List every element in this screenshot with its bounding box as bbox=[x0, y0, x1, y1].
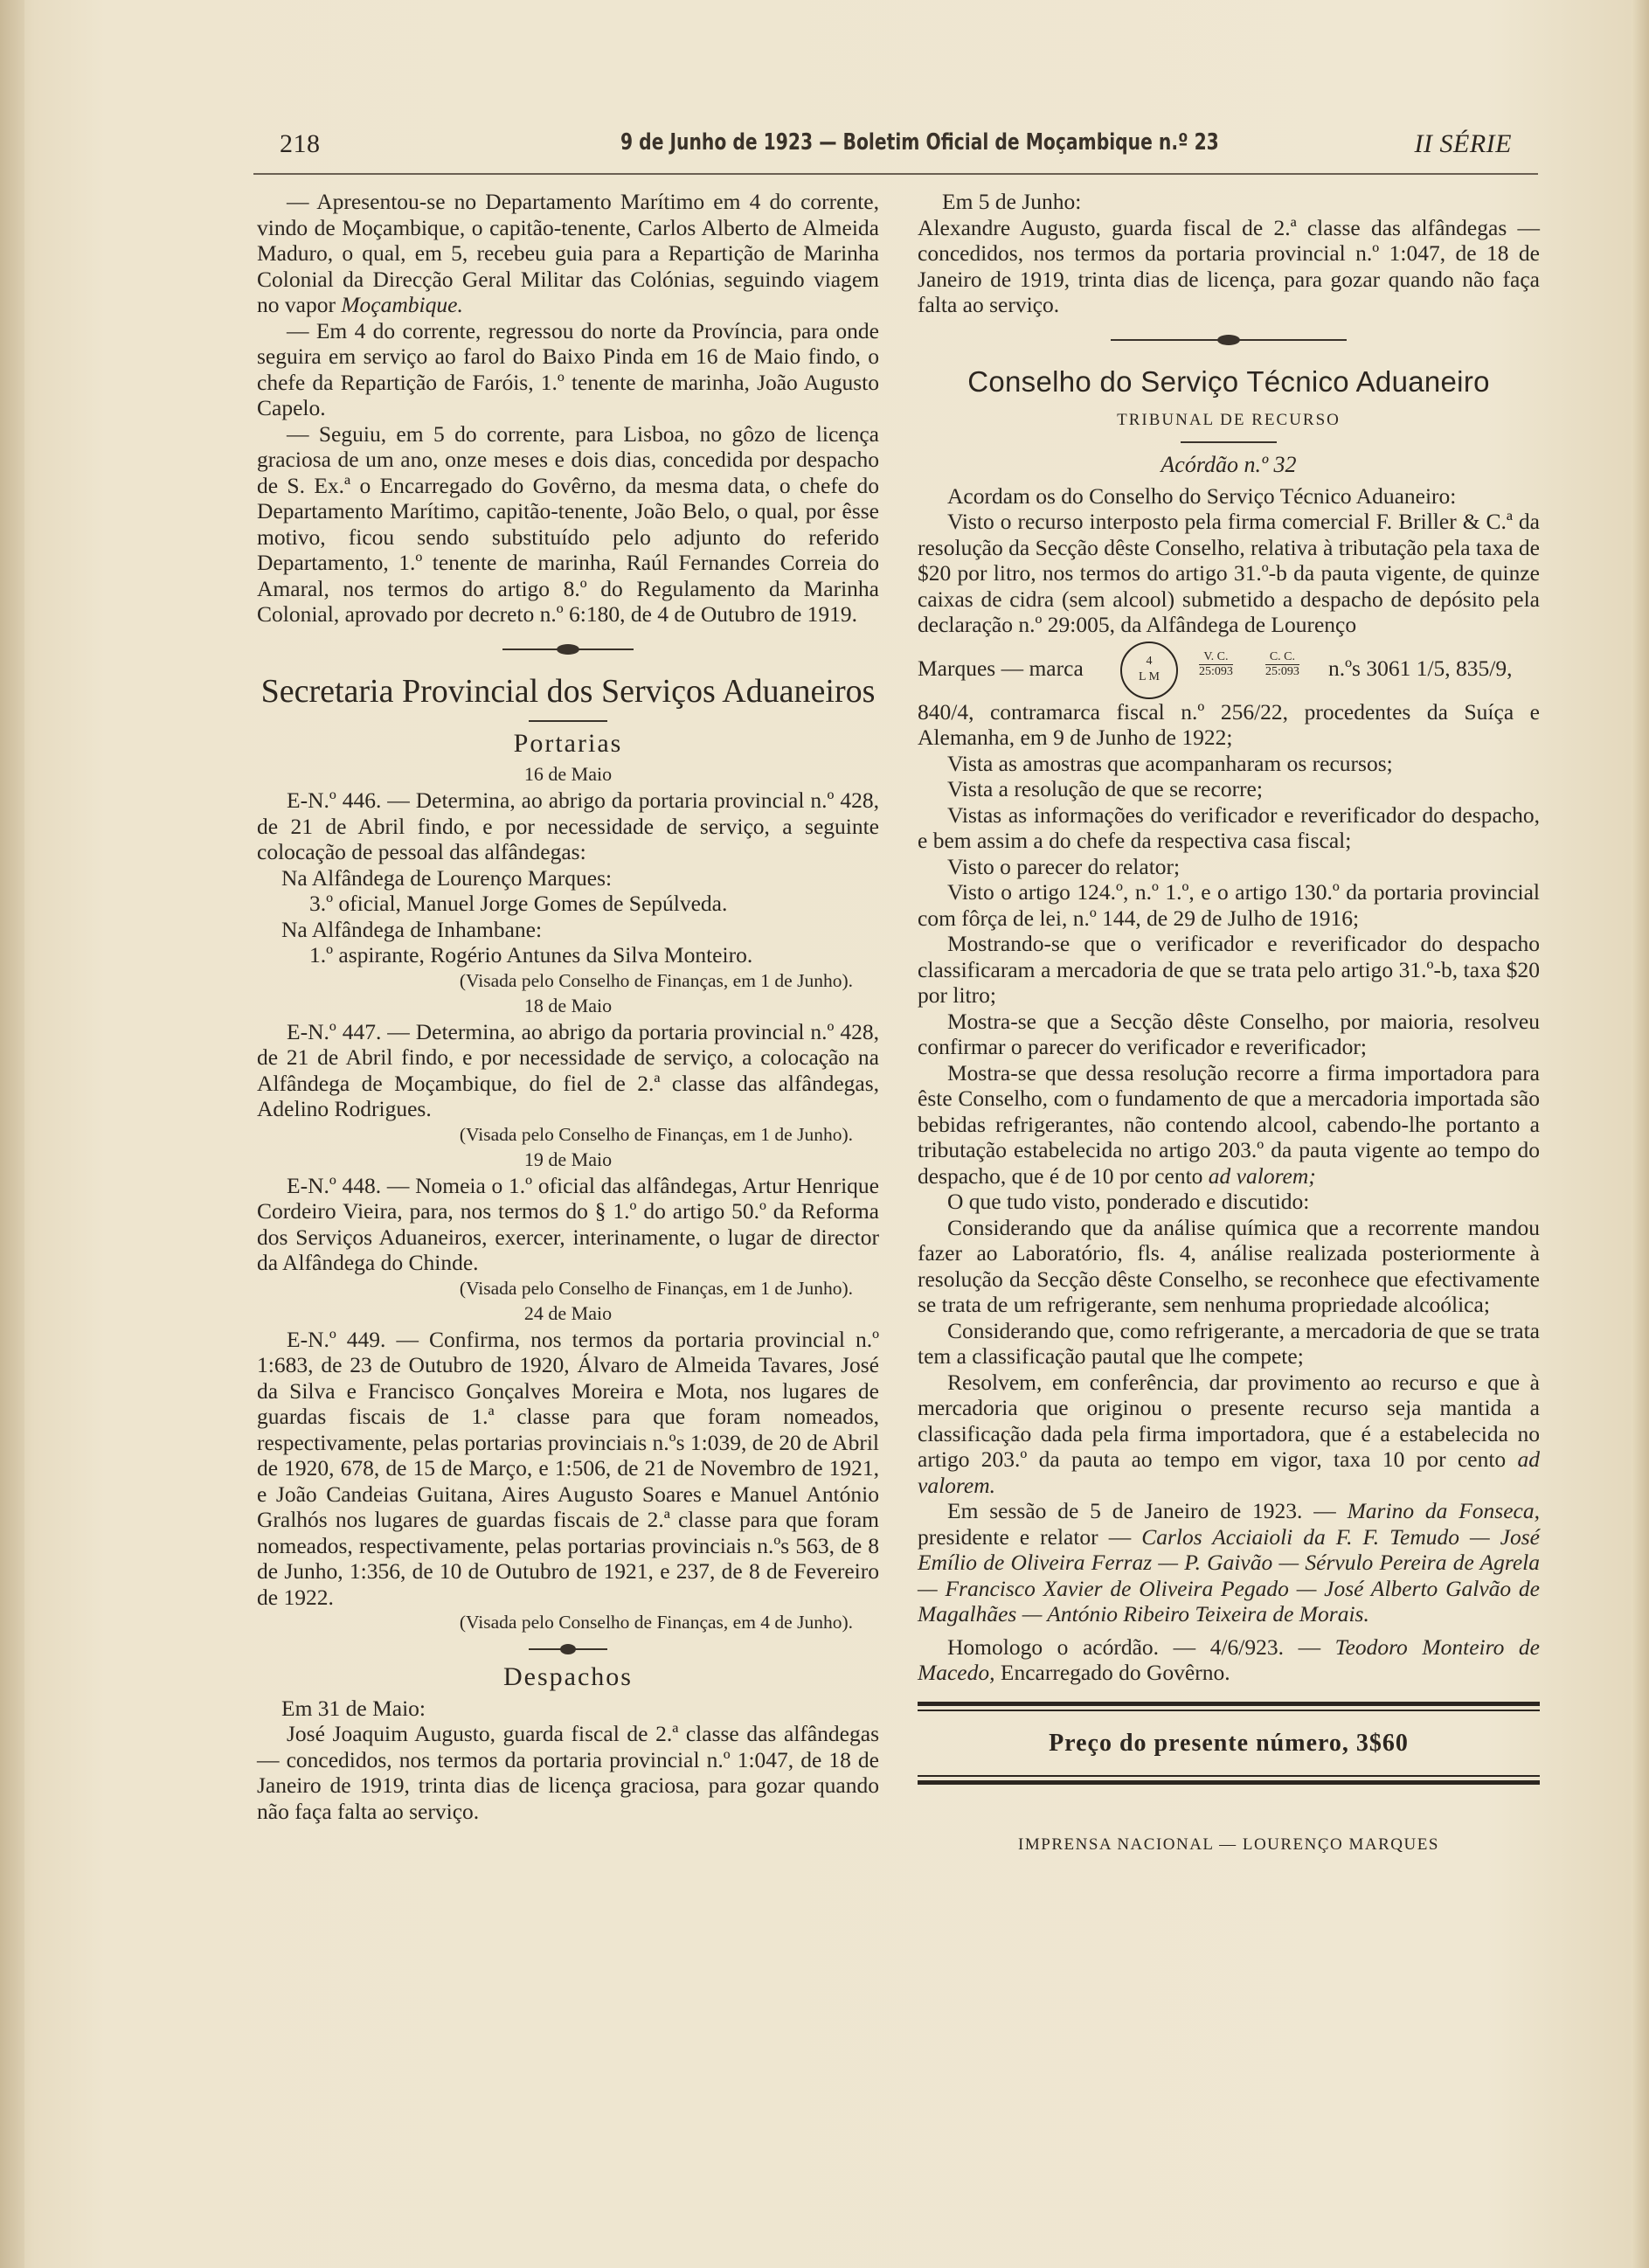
governor-name: Teodoro Monteiro de Macedo, bbox=[918, 1633, 1540, 1685]
ship-name: Moçambique. bbox=[341, 292, 463, 317]
short-rule bbox=[1181, 441, 1277, 443]
despacho-date: Em 31 de Maio: bbox=[281, 1695, 426, 1721]
notice-paragraph: — Seguiu, em 5 do corrente, para Lisboa, no gôzo de licença graciosa de um ano, onze meses e dois dias, concedida por despacho de S. Ex.ª o Encarregado do Govêrno, da mesma data, o chefe do Departamento Marítimo, capitão-tenente, João Belo, o qual, por êsse motivo, ficou sendo substituído pelo adjunto do referido Departamento, 1.º tenente de marinha, Raúl Fernandes Correia do Amaral, nos termos do artigo 8.º do Regulamento da Marinha Colonial, aprovado por decreto n.º 6:180, de 4 de Outubro de 1919. bbox=[257, 420, 879, 627]
acordao-paragraph: Visto o artigo 124.º, n.º 1.º, e o artigo 130.º da portaria provincial com fôrça de lei, n.º 144, de 29 de Julho de 1916; bbox=[918, 879, 1540, 931]
vc-label: V. C. bbox=[1203, 649, 1229, 663]
signatory-names: Carlos Acciaioli da F. F. Temudo — José Emílio de Oliveira Ferraz — P. Gaivão — Sérvulo Pereira de Agrela — Francisco Xavier de Oliveira Pegado — José Alberto Galvão de Magalhães — António Ribeiro Teixeira de Morais. bbox=[918, 1523, 1540, 1626]
acordao-paragraph: 840/4, contramarca fiscal n.º 256/22, procedentes da Suíça e Alemanha, em 9 de Junho de 1922; bbox=[918, 698, 1540, 750]
acordao-paragraph: Considerando que da análise química que a recorrente mandou fazer ao Laboratório, fls. 4, análise realizada posteriormente à resolução da Secção dêste Conselho, se reconhece que efectivamente se trata de um refrigerante, sem nenhuma propriedade alcoólica; bbox=[918, 1214, 1540, 1317]
stamp-number: 4 bbox=[1146, 654, 1153, 668]
ornament-divider bbox=[1111, 330, 1347, 350]
subsection-title-portarias: Portarias bbox=[513, 728, 623, 758]
acordao-paragraph: Mostra-se que a Secção dêste Conselho, por maioria, resolveu confirmar o parecer do verificador e reverificador; bbox=[918, 1008, 1540, 1059]
page-edge-right bbox=[1632, 0, 1649, 2268]
marca-numbers: n.ºs 3061 1/5, 835/9, bbox=[1328, 655, 1513, 681]
vc-fraction bbox=[1199, 650, 1233, 679]
acordao-signatures bbox=[918, 1498, 1540, 1627]
acordao-text: Mostra-se que dessa resolução recorre a firma importadora para êste Conselho, com o fundamento de que a mercadoria importada são bebidas refrigerantes, não contendo alcool, cabendo-lhe portanto a tributação estabelecida no artigo 203.º da pauta vigente ao tempo do despacho, que é de 10 por cento bbox=[918, 1059, 1540, 1189]
acordao-paragraph: O que tudo visto, ponderado e discutido: bbox=[947, 1189, 1310, 1214]
session-text: Em sessão de 5 de Janeiro de 1923. — bbox=[947, 1498, 1336, 1523]
thick-rule bbox=[918, 1702, 1540, 1706]
thick-rule bbox=[918, 1780, 1540, 1785]
acordao-paragraph: Vista as amostras que acompanharam os recursos; bbox=[947, 750, 1393, 776]
acordao-paragraph: Visto o parecer do relator; bbox=[947, 853, 1181, 879]
left-column bbox=[257, 189, 879, 1824]
right-column bbox=[918, 189, 1540, 1858]
acordao-paragraph: Acordam os do Conselho do Serviço Técnico Aduaneiro: bbox=[947, 482, 1457, 509]
tribunal-label: TRIBUNAL DE RECURSO bbox=[1117, 410, 1341, 429]
section-title-conselho: Conselho do Serviço Técnico Aduaneiro bbox=[967, 364, 1490, 398]
header-rule bbox=[253, 173, 1538, 175]
portaria-date: 24 de Maio bbox=[523, 1301, 613, 1324]
acordao-paragraph: Vista a resolução de que se recorre; bbox=[947, 776, 1263, 801]
homologation bbox=[918, 1634, 1540, 1686]
portaria-date: 18 de Maio bbox=[523, 994, 613, 1016]
visada-note: (Visada pelo Conselho de Finanças, em 1 de Junho). bbox=[459, 969, 853, 991]
portaria-448: E-N.º 448. — Nomeia o 1.º oficial das alfândegas, Artur Henrique Cordeiro Vieira, para, nos termos do § 1.º do artigo 50.º da Reforma dos Serviços Aduaneiros, exercer, interinamente, o lugar de director da Alfândega do Chinde. bbox=[257, 1172, 879, 1275]
printer-imprint: IMPRENSA NACIONAL — LOURENÇO MARQUES bbox=[1018, 1835, 1439, 1854]
acordao-paragraph: Mostrando-se que o verificador e reverificador do despacho classificaram a mercadoria de que se trata pelo artigo 31.º-b, taxa $20 por litro; bbox=[918, 931, 1540, 1008]
visada-note: (Visada pelo Conselho de Finanças, em 1 de Junho). bbox=[459, 1277, 853, 1299]
role-text: presidente e relator — bbox=[918, 1523, 1132, 1550]
notice-text: — Apresentou-se no Departamento Marítimo em 4 do corrente, vindo de Moçambique, o capitão-tenente, Carlos Alberto de Almeida Maduro, o qual, em 5, recebeu guia para a Repartição de Marinha Colonial da Direcção Geral Militar das Colónias, seguindo viagem no vapor bbox=[257, 189, 879, 317]
acordao-paragraph: Visto o recurso interposto pela firma comercial F. Briller & C.ª da resolução da Secção dêste Conselho, relativa à tributação pela taxa de $20 por litro, nos termos do artigo 31.º-b da pauta vigente, de quinze caixas de cidra (sem alcool) submetido a despacho de depósito pela declaração n.º 29:005, da Alfândega de Lourenço bbox=[918, 509, 1540, 637]
notice-paragraph bbox=[257, 189, 879, 318]
thin-rule bbox=[918, 1710, 1540, 1711]
portaria-449: E-N.º 449. — Confirma, nos termos da portaria provincial n.º 1:683, de 23 de Outubro de 1920, Álvaro de Almeida Tavares, José da Silva e Francisco Gonçalves Moreira e Mota, nos lugares de guardas fiscais de 1.ª classe para que foram nomeados, respectivamente, pelas portarias provinciais n.ºs 1:039, de 20 de Abril de 1920, 678, de 15 de Março, e 1:506, de 21 de Novembro de 1921, e João Candeias Guitana, Aires Augusto Soares e Manuel António Gralhós nos lugares de guardas fiscais de 2.ª classe para que foram nomeados, respectivamente, pelas portarias provinciais n.ºs 563, de 8 de Junho, 1:356, de 10 de Outubro de 1921, e 237, de 8 de Fevereiro de 1922. bbox=[257, 1326, 879, 1610]
governor-title: Encarregado do Govêrno. bbox=[1000, 1660, 1230, 1685]
marca-text: Marques — marca bbox=[918, 655, 1084, 681]
header-title: 9 de Junho de 1923 — Boletim Oficial de Moçambique n.º 23 bbox=[620, 129, 1219, 156]
visada-note: (Visada pelo Conselho de Finanças, em 4 de Junho). bbox=[459, 1612, 853, 1633]
acordao-paragraph bbox=[918, 1370, 1540, 1499]
section-title-secretaria: Secretaria Provincial dos Serviços Aduaneiros bbox=[260, 672, 876, 710]
page-edge-left bbox=[0, 0, 24, 2268]
vc-number: 25:093 bbox=[1199, 664, 1233, 678]
despacho-date: Em 5 de Junho: bbox=[942, 189, 1082, 214]
portaria-447: E-N.º 447. — Determina, ao abrigo da portaria provincial n.º 428, de 21 de Abril findo, e por necessidade de serviço, a colocação na Alfândega de Moçambique, do fiel de 2.ª classe das alfândegas, Adelino Rodrigues. bbox=[257, 1018, 879, 1121]
page-number: 218 bbox=[280, 129, 321, 158]
portaria-line: Na Alfândega de Inhambane: bbox=[281, 916, 543, 942]
subsection-title-despachos: Despachos bbox=[503, 1662, 633, 1691]
portaria-446: E-N.º 446. — Determina, ao abrigo da portaria provincial n.º 428, de 21 de Abril findo, e por necessidade de serviço, a seguinte colocação de pessoal das alfândegas: bbox=[257, 787, 879, 864]
despacho-text: José Joaquim Augusto, guarda fiscal de 2.ª classe das alfândegas — concedidos, nos termos da portaria provincial n.º 1:047, de 18 de Janeiro de 1919, trinta dias de licença graciosa, para gozar quando não faça falta ao serviço. bbox=[257, 1721, 879, 1824]
short-rule bbox=[529, 720, 607, 722]
ornament-divider bbox=[502, 640, 634, 659]
issue-price: Preço do presente número, 3$60 bbox=[1049, 1729, 1409, 1757]
cc-fraction bbox=[1265, 650, 1299, 679]
portaria-line: 1.º aspirante, Rogério Antunes da Silva Monteiro. bbox=[309, 942, 753, 968]
stamp-letters: L M bbox=[1139, 670, 1160, 683]
latin-term: ad valorem; bbox=[1208, 1162, 1316, 1189]
marca-line bbox=[918, 638, 1540, 699]
portaria-date: 19 de Maio bbox=[523, 1148, 613, 1170]
acordao-paragraph: Considerando que, como refrigerante, a mercadoria de que se trata tem a classificação pautal que lhe compete; bbox=[918, 1317, 1540, 1369]
portaria-line: Na Alfândega de Lourenço Marques: bbox=[281, 864, 613, 891]
signatory-name: Marino da Fonseca, bbox=[1347, 1498, 1540, 1523]
acordao-paragraph bbox=[918, 1060, 1540, 1189]
portaria-line: 3.º oficial, Manuel Jorge Gomes de Sepúlveda. bbox=[309, 891, 728, 916]
visada-note: (Visada pelo Conselho de Finanças, em 1 de Junho). bbox=[459, 1123, 853, 1145]
acordao-title: Acórdão n.º 32 bbox=[1161, 452, 1297, 477]
cc-number: 25:093 bbox=[1265, 664, 1299, 678]
latin-term: ad valorem. bbox=[918, 1446, 1541, 1498]
cc-label: C. C. bbox=[1269, 649, 1296, 663]
notice-paragraph: — Em 4 do corrente, regressou do norte da Província, para onde seguira em serviço ao farol do Baixo Pinda em 16 de Maio findo, o chefe da Repartição de Faróis, 1.º tenente de marinha, João Augusto Capelo. bbox=[257, 317, 879, 420]
ornament-divider bbox=[529, 1640, 607, 1659]
despacho-text: Alexandre Augusto, guarda fiscal de 2.ª classe das alfândegas — concedidos, nos termos da portaria provincial n.º 1:047, de 18 de Janeiro de 1919, trinta dias de licença, para gozar quando não faça falta ao serviço. bbox=[918, 214, 1540, 317]
portaria-date: 16 de Maio bbox=[523, 763, 613, 785]
customs-mark-stamp bbox=[1120, 642, 1178, 699]
acordao-paragraph: Vistas as informações do verificador e reverificador do despacho, e bem assim a do chefe da respectiva casa fiscal; bbox=[918, 801, 1540, 853]
page-header bbox=[253, 129, 1538, 164]
homologation-text: Homologo o acórdão. — 4/6/923. — bbox=[947, 1633, 1321, 1660]
header-series: II SÉRIE bbox=[1414, 129, 1512, 158]
acordao-text: Resolvem, em conferência, dar provimento ao recurso e que à mercadoria que originou o presente recurso seja mantida a classificação dada pela firma importadora, que é a estabelecida no artigo 203.º da pauta ao tempo em vigor, taxa 10 por cento bbox=[918, 1369, 1540, 1472]
thin-rule bbox=[918, 1775, 1540, 1777]
